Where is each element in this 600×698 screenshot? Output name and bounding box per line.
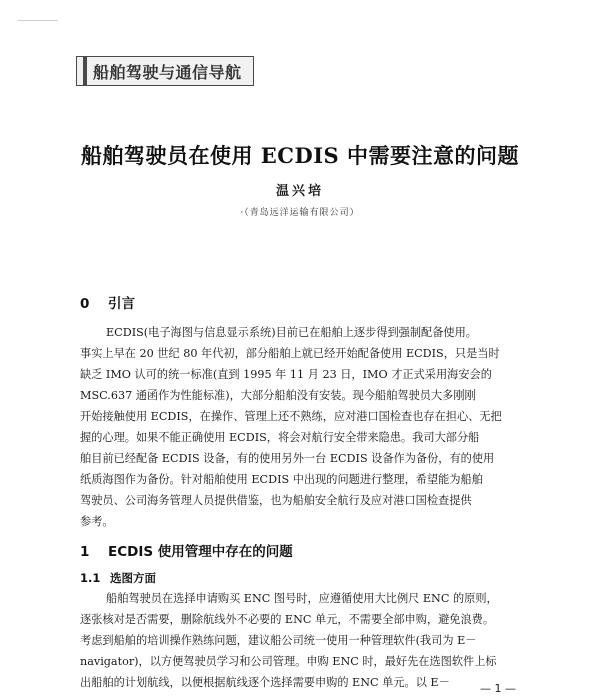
column-tag — [76, 56, 254, 86]
author-name: 温兴培 — [275, 184, 324, 199]
intro-line-0: ECDIS(电子海图与信息显示系统)目前已在船舶上逐步得到强制配备使用。 — [106, 326, 477, 339]
subsection-number: 1.1 — [80, 571, 101, 585]
intro-line-7: 纸质海图作为备份。针对船舶使用 ECDIS 中出现的问题进行整理，希望能为船舶 — [80, 473, 483, 486]
section-number: 1 — [80, 544, 90, 560]
subsection-heading-1-1 — [80, 570, 156, 586]
intro-line-6: 舶目前已经配备 ECDIS 设备，有的使用另外一台 ECDIS 设备作为备份，有的使用 — [80, 452, 495, 465]
page-number: — 1 — — [480, 682, 516, 695]
intro-line-9: 参考。 — [80, 515, 114, 528]
body-line-2: 考虑到船舶的培训操作熟练问题，建议船公司统一使用一种管理软件(我司为 E－ — [80, 634, 477, 647]
intro-line-2: 缺乏 IMO 认可的统一标准(直到 1995 年 11 月 23 日，IMO 才正式采用海安会的 — [80, 368, 492, 381]
intro-line-8: 驾驶员、公司海务管理人员提供借鉴，也为船舶安全航行及应对港口国检查提供 — [80, 494, 472, 507]
column-tag-bar — [83, 57, 87, 85]
section-title: ECDIS 使用管理中存在的问题 — [108, 544, 293, 560]
subsection-title: 选图方面 — [110, 571, 156, 585]
body-line-0: 船舶驾驶员在选择申请购买 ENC 图号时，应遵循使用大比例尺 ENC 的原则， — [106, 592, 498, 605]
intro-line-1: 事实上早在 20 世纪 80 年代初，部分船舶上就已经开始配备使用 ECDIS，只是当时 — [80, 347, 500, 360]
intro-line-4: 开始接触使用 ECDIS，在操作、管理上还不熟练，应对港口国检查也存在担心、无把 — [80, 410, 502, 423]
body-line-3: navigator)，以方便驾驶员学习和公司管理。申购 ENC 时，最好先在选图软件上标 — [80, 655, 497, 668]
article-title: 船舶驾驶员在使用 ECDIS 中需要注意的问题 — [80, 143, 520, 168]
corner-crop-mark — [18, 20, 58, 21]
intro-line-5: 握的心理。如果不能正确使用 ECDIS，将会对航行安全带来隐患。我司大部分船 — [80, 431, 480, 444]
section-number: 0 — [80, 296, 90, 312]
author-affiliation: ·（青岛远洋运输有限公司） — [240, 208, 360, 218]
column-tag-label: 船舶驾驶与通信导航 — [93, 63, 242, 82]
body-line-4: 出船舶的计划航线，以便根据航线逐个选择需要申购的 ENC 单元。以 E－ — [80, 676, 450, 689]
body-line-1: 逐张核对是否需要，删除航线外不必要的 ENC 单元，不需要全部申购，避免浪费。 — [80, 613, 495, 626]
intro-line-3: MSC.637 通函作为性能标准)，大部分船舶没有安装。现今船舶驾驶员大多刚刚 — [80, 389, 476, 402]
section-heading-1 — [80, 540, 293, 560]
section-heading-intro — [80, 292, 135, 312]
section-title: 引言 — [108, 296, 135, 312]
